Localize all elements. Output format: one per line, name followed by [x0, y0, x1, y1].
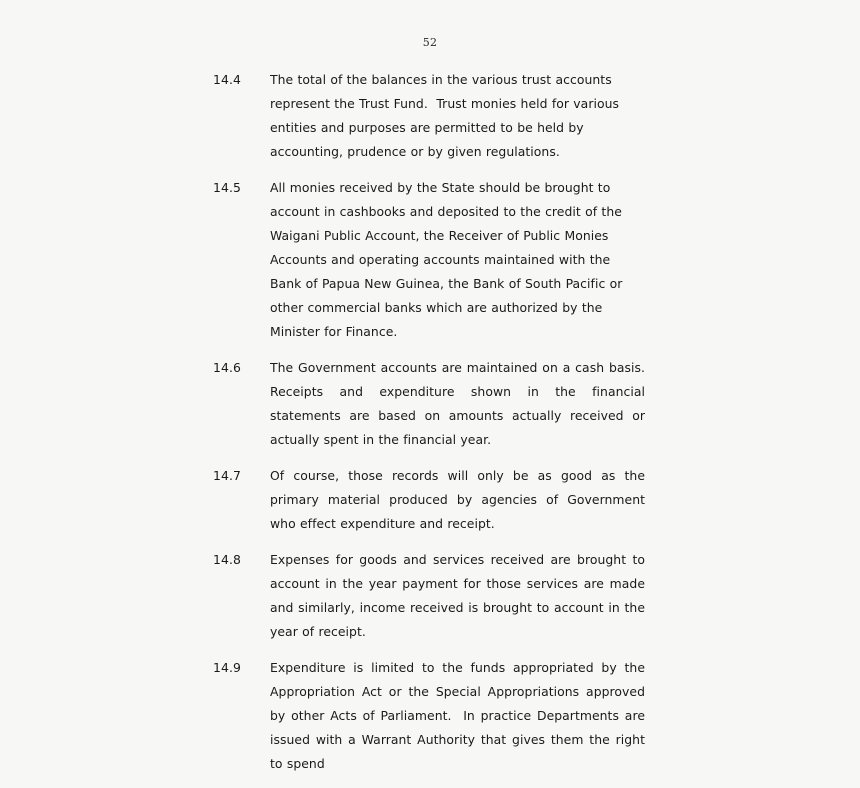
numbered-paragraph [213, 356, 650, 452]
numbered-paragraph [213, 656, 650, 776]
page-number: 52 [422, 36, 438, 49]
numbered-paragraph [213, 548, 650, 644]
document-body [213, 68, 650, 788]
paragraph-number: 14.9 [213, 660, 241, 675]
paragraph-text: Expenditure is limited to the funds appropriated by the Appropriation Act or the Special Appropriations approved by other Acts of Parliament. In practice Departments are issued with a Warrant Authority that gives them the right to spend [270, 660, 650, 771]
paragraph-text: The Government accounts are maintained on a cash basis. Receipts and expenditure shown in the financial statements are based on amounts actually received or actually spent in the financial year. [270, 360, 650, 447]
paragraph-number: 14.6 [213, 360, 241, 375]
paragraph-number: 14.8 [213, 552, 241, 567]
paragraph-text: The total of the balances in the various trust accounts represent the Trust Fund. Trust monies held for various entities and purposes are permitted to be held by accounting, prudence or by given regulations. [270, 72, 624, 159]
paragraph-number: 14.5 [213, 180, 241, 195]
numbered-paragraph [213, 464, 650, 536]
paragraph-text: All monies received by the State should be brought to account in cashbooks and deposited to the credit of the Waigani Public Account, the Receiver of Public Monies Accounts and operating accounts maintained with the Bank of Papua New Guinea, the Bank of South Pacific or other commercial banks which are authorized by the Minister for Finance. [270, 180, 627, 339]
paragraph-text: Of course, those records will only be as good as the primary material produced by agencies of Government who effect expenditure and receipt. [270, 468, 650, 531]
numbered-paragraph [213, 68, 645, 164]
paragraph-number: 14.4 [213, 72, 241, 87]
paragraph-number: 14.7 [213, 468, 241, 483]
numbered-paragraph [213, 176, 645, 344]
paragraph-text: Expenses for goods and services received are brought to account in the year payment for those services are made and similarly, income received is brought to account in the year of receipt. [270, 552, 650, 639]
